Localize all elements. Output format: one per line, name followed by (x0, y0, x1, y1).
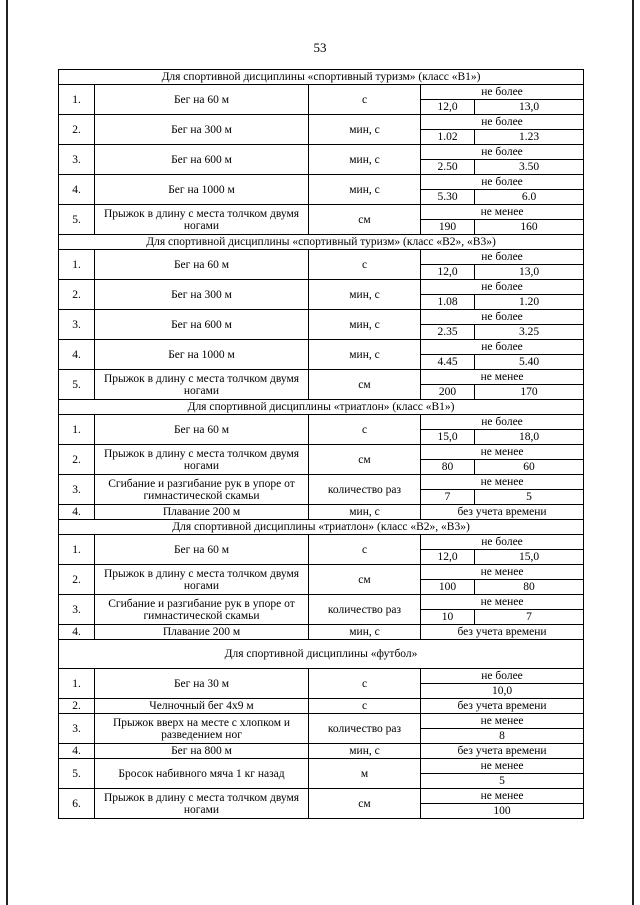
norm-value: 2.35 (421, 325, 475, 340)
unit: с (309, 699, 421, 714)
unit: мин, с (309, 625, 421, 640)
norm-value: 13,0 (475, 265, 584, 280)
unit: мин, с (309, 115, 421, 145)
unit: см (309, 205, 421, 235)
section-title: Для спортивной дисциплины «футбол» (59, 640, 584, 669)
table-row (59, 445, 584, 460)
scan-edge-left (6, 0, 8, 905)
condition-label: без учета времени (421, 744, 584, 759)
norm-value: 160 (475, 220, 584, 235)
exercise-name: Бег на 30 м (95, 669, 309, 699)
exercise-name: Прыжок в длину с места толчком двумя ногами (95, 370, 309, 400)
table-row (59, 505, 584, 520)
condition-label: не менее (421, 445, 584, 460)
norm-value: 6.0 (475, 190, 584, 205)
exercise-name: Прыжок в длину с места толчком двумя ногами (95, 205, 309, 235)
norm-value: 170 (475, 385, 584, 400)
row-number: 3. (59, 714, 95, 744)
table-row (59, 699, 584, 714)
exercise-name: Прыжок в длину с места толчком двумя ногами (95, 445, 309, 475)
table-row (59, 145, 584, 160)
exercise-name: Прыжок в длину с места толчком двумя ногами (95, 789, 309, 819)
table-row (59, 115, 584, 130)
row-number: 3. (59, 145, 95, 175)
exercise-name: Прыжок в длину с места толчком двумя ногами (95, 565, 309, 595)
exercise-name: Сгибание и разгибание рук в упоре от гимнастической скамьи (95, 595, 309, 625)
section-header-row (59, 235, 584, 250)
condition-label: не менее (421, 205, 584, 220)
section-title: Для спортивной дисциплины «спортивный туризм» (класс «В2», «В3») (59, 235, 584, 250)
unit: с (309, 535, 421, 565)
table-row (59, 175, 584, 190)
row-number: 4. (59, 340, 95, 370)
unit: мин, с (309, 175, 421, 205)
table-row (59, 565, 584, 580)
norm-value: 3.25 (475, 325, 584, 340)
unit: м (309, 759, 421, 789)
norm-value: 5.40 (475, 355, 584, 370)
norm-value: 80 (421, 460, 475, 475)
exercise-name: Плавание 200 м (95, 625, 309, 640)
condition-label: не более (421, 280, 584, 295)
unit: с (309, 415, 421, 445)
norm-value: 10,0 (421, 684, 584, 699)
condition-label: не более (421, 85, 584, 100)
row-number: 5. (59, 205, 95, 235)
norm-value: 10 (421, 610, 475, 625)
exercise-name: Челночный бег 4х9 м (95, 699, 309, 714)
unit: мин, с (309, 505, 421, 520)
unit: см (309, 789, 421, 819)
condition-label: не более (421, 669, 584, 684)
unit: количество раз (309, 475, 421, 505)
unit: с (309, 85, 421, 115)
table-row (59, 789, 584, 804)
table-row (59, 250, 584, 265)
unit: см (309, 565, 421, 595)
condition-label: не менее (421, 714, 584, 729)
norm-value: 12,0 (421, 550, 475, 565)
exercise-name: Бег на 1000 м (95, 175, 309, 205)
table-row (59, 370, 584, 385)
section-header-row (59, 400, 584, 415)
table-row (59, 415, 584, 430)
condition-label: не более (421, 415, 584, 430)
exercise-name: Бег на 800 м (95, 744, 309, 759)
unit: с (309, 250, 421, 280)
row-number: 4. (59, 744, 95, 759)
row-number: 2. (59, 280, 95, 310)
condition-label: не менее (421, 475, 584, 490)
table-row (59, 535, 584, 550)
scan-edge-right (632, 0, 634, 905)
norm-value: 5.30 (421, 190, 475, 205)
section-title: Для спортивной дисциплины «спортивный туризм» (класс «В1») (59, 70, 584, 85)
norm-value: 2.50 (421, 160, 475, 175)
page-number: 53 (313, 40, 327, 55)
exercise-name: Бег на 60 м (95, 250, 309, 280)
norm-value: 1.02 (421, 130, 475, 145)
norm-value: 12,0 (421, 265, 475, 280)
table-row (59, 714, 584, 729)
exercise-name: Бег на 60 м (95, 415, 309, 445)
unit: мин, с (309, 340, 421, 370)
condition-label: не более (421, 340, 584, 355)
table-row (59, 744, 584, 759)
condition-label: не менее (421, 759, 584, 774)
norm-value: 1.08 (421, 295, 475, 310)
row-number: 1. (59, 535, 95, 565)
table-row (59, 205, 584, 220)
exercise-name: Бросок набивного мяча 1 кг назад (95, 759, 309, 789)
row-number: 4. (59, 625, 95, 640)
unit: мин, с (309, 145, 421, 175)
condition-label: не более (421, 535, 584, 550)
norm-value: 15,0 (475, 550, 584, 565)
norm-value: 12,0 (421, 100, 475, 115)
exercise-name: Бег на 300 м (95, 280, 309, 310)
row-number: 1. (59, 415, 95, 445)
unit: с (309, 669, 421, 699)
table-row (59, 280, 584, 295)
condition-label: не более (421, 115, 584, 130)
unit: количество раз (309, 595, 421, 625)
row-number: 3. (59, 475, 95, 505)
norm-value: 15,0 (421, 430, 475, 445)
condition-label: не менее (421, 370, 584, 385)
row-number: 6. (59, 789, 95, 819)
table-row (59, 625, 584, 640)
row-number: 3. (59, 310, 95, 340)
section-header-row (59, 520, 584, 535)
condition-label: без учета времени (421, 505, 584, 520)
row-number: 1. (59, 669, 95, 699)
exercise-name: Бег на 300 м (95, 115, 309, 145)
condition-label: не более (421, 175, 584, 190)
norm-value: 200 (421, 385, 475, 400)
row-number: 2. (59, 445, 95, 475)
row-number: 5. (59, 759, 95, 789)
condition-label: без учета времени (421, 625, 584, 640)
table-row (59, 669, 584, 684)
norm-value: 1.23 (475, 130, 584, 145)
exercise-name: Сгибание и разгибание рук в упоре от гимнастической скамьи (95, 475, 309, 505)
table-row (59, 310, 584, 325)
row-number: 3. (59, 595, 95, 625)
table-row (59, 475, 584, 490)
section-title: Для спортивной дисциплины «триатлон» (класс «В1») (59, 400, 584, 415)
norm-value: 3.50 (475, 160, 584, 175)
norm-value: 190 (421, 220, 475, 235)
condition-label: не менее (421, 565, 584, 580)
condition-label: не менее (421, 789, 584, 804)
row-number: 4. (59, 505, 95, 520)
unit: мин, с (309, 744, 421, 759)
norm-value: 60 (475, 460, 584, 475)
row-number: 2. (59, 565, 95, 595)
norm-value: 7 (475, 610, 584, 625)
norm-value: 80 (475, 580, 584, 595)
norm-value: 13,0 (475, 100, 584, 115)
section-header-row (59, 640, 584, 669)
condition-label: не менее (421, 595, 584, 610)
row-number: 1. (59, 250, 95, 280)
table-row (59, 759, 584, 774)
exercise-name: Бег на 600 м (95, 310, 309, 340)
norm-value: 8 (421, 729, 584, 744)
norm-value: 100 (421, 580, 475, 595)
norm-value: 4.45 (421, 355, 475, 370)
row-number: 5. (59, 370, 95, 400)
row-number: 4. (59, 175, 95, 205)
table-row (59, 595, 584, 610)
exercise-name: Бег на 1000 м (95, 340, 309, 370)
unit: количество раз (309, 714, 421, 744)
unit: мин, с (309, 280, 421, 310)
exercise-name: Прыжок вверх на месте с хлопком и разведением ног (95, 714, 309, 744)
section-header-row (59, 70, 584, 85)
exercise-name: Бег на 60 м (95, 535, 309, 565)
table-row (59, 85, 584, 100)
table-row (59, 340, 584, 355)
row-number: 2. (59, 699, 95, 714)
condition-label: без учета времени (421, 699, 584, 714)
exercise-name: Плавание 200 м (95, 505, 309, 520)
row-number: 1. (59, 85, 95, 115)
norm-value: 18,0 (475, 430, 584, 445)
row-number: 2. (59, 115, 95, 145)
condition-label: не более (421, 145, 584, 160)
section-title: Для спортивной дисциплины «триатлон» (класс «В2», «В3») (59, 520, 584, 535)
exercise-name: Бег на 60 м (95, 85, 309, 115)
standards-table (58, 69, 584, 819)
unit: см (309, 370, 421, 400)
condition-label: не более (421, 310, 584, 325)
unit: мин, с (309, 310, 421, 340)
norm-value: 1.20 (475, 295, 584, 310)
condition-label: не более (421, 250, 584, 265)
norm-value: 5 (475, 490, 584, 505)
norm-value: 100 (421, 804, 584, 819)
norm-value: 5 (421, 774, 584, 789)
exercise-name: Бег на 600 м (95, 145, 309, 175)
unit: см (309, 445, 421, 475)
norm-value: 7 (421, 490, 475, 505)
